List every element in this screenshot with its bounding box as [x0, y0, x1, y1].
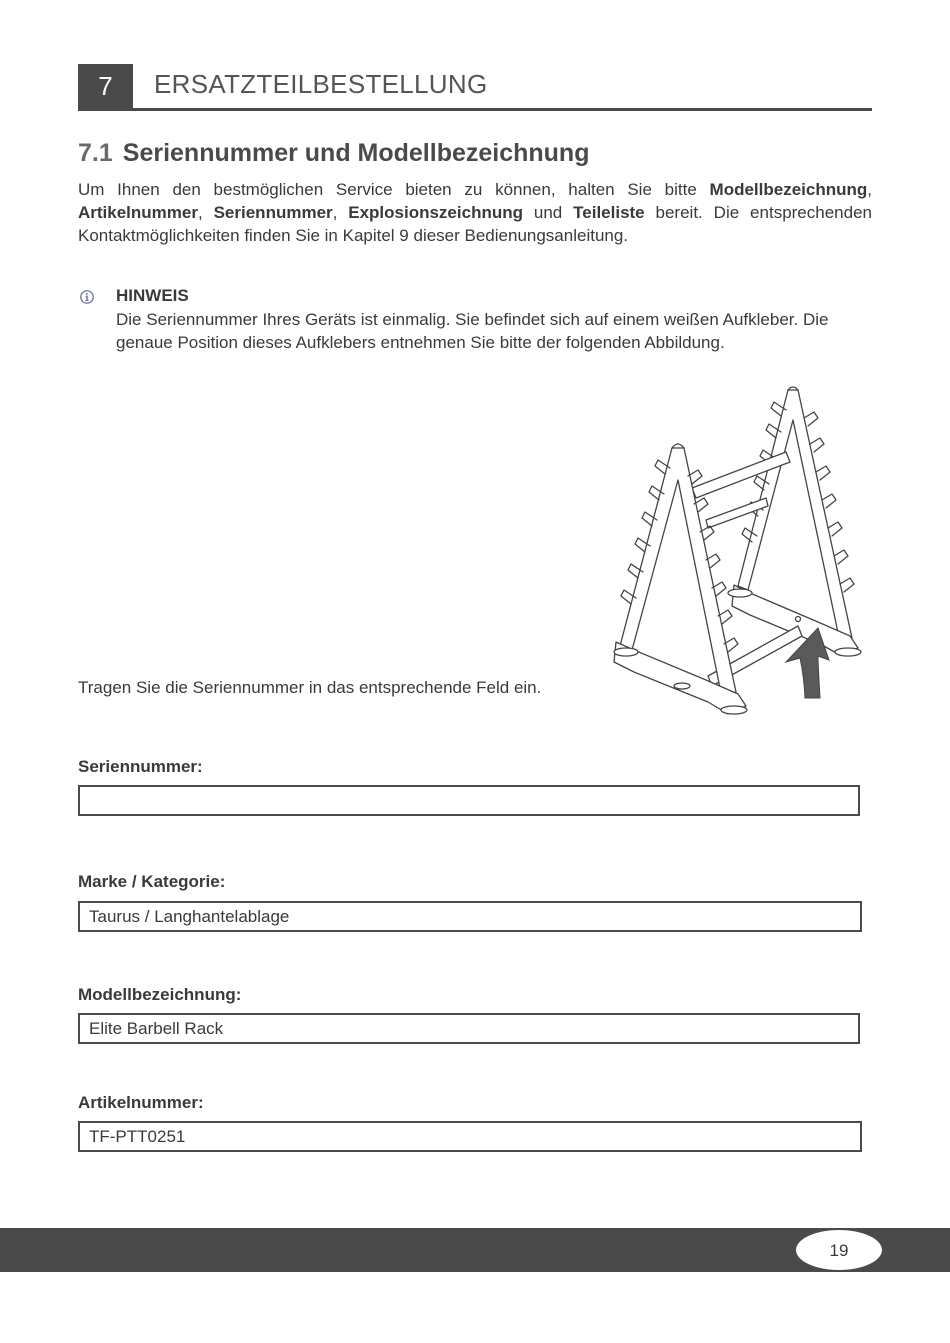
section-title: Seriennummer und Modellbezeichnung	[122, 139, 590, 167]
intro-text: Um Ihnen den bestmöglichen Service bieten zu können, halten Sie bitte	[78, 180, 710, 199]
serial-number-label: Seriennummer:	[78, 757, 203, 776]
intro-text: ,	[867, 180, 872, 199]
model-name-label: Modellbezeichnung:	[78, 985, 242, 1004]
article-number-field[interactable]: TF-PTT0251	[78, 1121, 862, 1152]
intro-paragraph	[78, 178, 872, 247]
notice-title: HINWEIS	[116, 286, 189, 305]
article-number-label: Artikelnummer:	[78, 1093, 204, 1112]
chapter-header	[78, 64, 872, 111]
chapter-title: ERSATZTEILBESTELLUNG	[154, 69, 488, 99]
intro-text: ,	[332, 203, 349, 222]
chapter-number: 7	[78, 64, 133, 108]
notice-text: Die Seriennummer Ihres Geräts ist einmalig. Sie befindet sich auf einem weißen Aufkleber. Die genaue Position dieses Aufklebers entnehmen Sie bitte der folgenden Abbildung.	[116, 310, 829, 352]
model-name-field[interactable]: Elite Barbell Rack	[78, 1013, 860, 1044]
barbell-rack-illustration	[600, 380, 880, 725]
intro-bold-model: Modellbezeichnung	[709, 180, 868, 199]
page-number: 19	[796, 1230, 882, 1270]
instruction-text: Tragen Sie die Seriennummer in das entsprechende Feld ein.	[78, 678, 542, 697]
brand-category-label: Marke / Kategorie:	[78, 872, 226, 891]
serial-number-field[interactable]	[78, 785, 860, 816]
intro-bold-serial: Seriennummer	[213, 203, 333, 222]
section-heading	[78, 139, 589, 168]
section-number: 7.1	[78, 139, 113, 167]
intro-text: bereit. Die entsprechenden Kontaktmöglichkeiten finden Sie in Kapitel 9 dieser Bedienungsanleitung.	[78, 203, 872, 245]
intro-text: und	[523, 203, 574, 222]
intro-bold-article: Artikelnummer	[78, 203, 198, 222]
info-icon	[80, 290, 94, 304]
intro-bold-partslist: Teileliste	[573, 203, 645, 222]
brand-category-field[interactable]: Taurus / Langhantelablage	[78, 901, 862, 932]
intro-bold-explosion: Explosionszeichnung	[348, 203, 523, 222]
intro-text: ,	[197, 203, 214, 222]
